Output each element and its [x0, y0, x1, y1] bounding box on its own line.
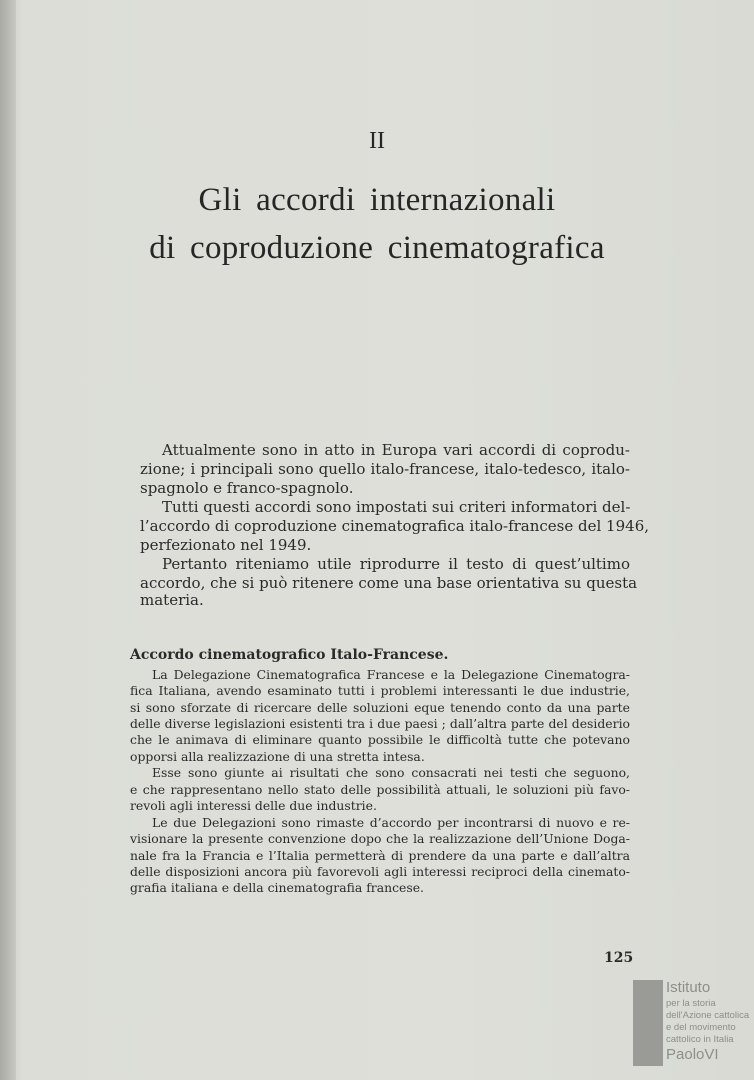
page-number: 125 — [604, 950, 634, 966]
text-line: nale fra la Francia e l’Italia permetterà di prendere da una parte e dall’altra — [130, 848, 630, 863]
logo-line: cattolico in Italia — [666, 1034, 734, 1045]
section-heading: Accordo cinematografico Italo-Francese. — [130, 647, 449, 663]
chapter-number: II — [369, 128, 385, 154]
page-edge — [0, 0, 16, 1080]
text-line: che le animava di eliminare quanto possibile le difficoltà tutte che potevano — [130, 732, 630, 747]
text-line: delle disposizioni ancora più favorevoli agli interessi reciproci della cinemato- — [130, 864, 630, 879]
isacem-watermark-logo — [633, 980, 754, 1070]
text-line: Le due Delegazioni sono rimaste d’accordo per incontrarsi di nuovo e re- — [152, 815, 630, 830]
text-line: Pertanto riteniamo utile riprodurre il testo di quest’ultimo — [162, 555, 630, 573]
text-line: La Delegazione Cinematografica Francese e la Delegazione Cinematogra- — [152, 667, 630, 682]
text-line: spagnolo e franco-spagnolo. — [140, 479, 354, 497]
logo-line: e del movimento — [666, 1022, 736, 1033]
text-line: accordo, che si può ritenere come una base orientativa su questa — [140, 574, 638, 592]
chapter-title-line-1: Gli accordi internazionali — [198, 182, 556, 218]
text-line: Esse sono giunte ai risultati che sono consacrati nei testi che seguono, — [152, 765, 630, 780]
text-line: l’accordo di coproduzione cinematografica italo-francese del 1946, — [140, 517, 650, 535]
text-line: e che rappresentano nello stato delle possibilità attuali, le soluzioni più favo- — [130, 782, 630, 797]
logo-letter-block — [633, 980, 663, 1066]
logo-line: per la storia — [666, 998, 716, 1009]
text-line: delle diverse legislazioni esistenti tra i due paesi ; dall’altra parte del desiderio — [130, 716, 630, 731]
text-line: visionare la presente convenzione dopo che la realizzazione dell’Unione Doga- — [130, 831, 630, 846]
text-line: materia. — [140, 591, 204, 609]
logo-line: PaoloVI — [666, 1046, 719, 1063]
text-line: zione; i principali sono quello italo-francese, italo-tedesco, italo- — [140, 460, 630, 478]
text-line: grafia italiana e della cinematografia francese. — [130, 880, 424, 895]
logo-line: Istituto — [666, 979, 711, 996]
text-line: si sono sforzate di ricercare delle soluzioni eque tenendo conto da una parte — [130, 700, 630, 715]
text-line: revoli agli interessi delle due industrie. — [130, 798, 377, 813]
text-line: Attualmente sono in atto in Europa vari accordi di coprodu- — [162, 441, 630, 459]
text-line: perfezionato nel 1949. — [140, 536, 312, 554]
logo-line: dell'Azione cattolica — [666, 1010, 750, 1021]
text-line: fica Italiana, avendo esaminato tutti i problemi interessanti le due industrie, — [130, 683, 630, 698]
text-line: opporsi alla realizzazione di una stretta intesa. — [130, 749, 425, 764]
text-line: Tutti questi accordi sono impostati sui criteri informatori del- — [162, 498, 631, 516]
chapter-title-line-2: di coproduzione cinematografica — [149, 230, 605, 266]
